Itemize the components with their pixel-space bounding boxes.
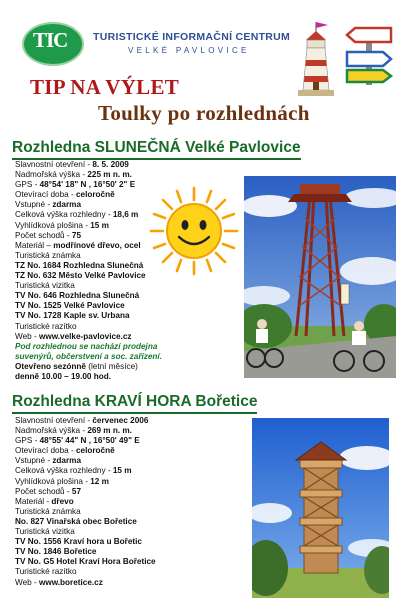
info-line [15, 170, 162, 180]
tip-title: TIP NA VÝLET [30, 75, 180, 99]
info-value: celoročně [75, 190, 115, 200]
tic-subtitle: VELKÉ PAVLOVICE [128, 46, 250, 55]
tower-slunecna-photo [244, 176, 396, 378]
info-line [15, 301, 162, 311]
info-label: Materiál - [15, 496, 52, 506]
season-line [15, 362, 162, 372]
info-label: Slavnostní otevření - [15, 160, 93, 169]
info-label: Počet schodů - [15, 230, 72, 240]
section2-heading: Rozhledna KRAVÍ HORA Bořetice [12, 393, 257, 414]
info-label: Web - [15, 331, 39, 341]
info-value: No. 827 Vinařská obec Bořetice [15, 516, 137, 526]
info-label: Turistické razítko [15, 567, 77, 577]
info-label: Otevírací doba - [15, 446, 76, 456]
info-label: Vyhlídková plošina - [15, 476, 91, 486]
info-value: 48°55' 44" N , 16°50' 49" E [39, 436, 140, 446]
trip-title: Toulky po rozhlednách [98, 101, 310, 125]
info-line [15, 311, 162, 321]
info-line [15, 578, 156, 588]
info-label: Nadmořská výška - [15, 426, 88, 436]
info-line [15, 537, 156, 547]
info-value: červenec 2006 [92, 416, 149, 425]
lighthouse-icon [294, 20, 338, 100]
info-line [15, 507, 156, 517]
info-value: 48°54' 18" N , 16°50' 2" E [39, 180, 136, 190]
info-line [15, 251, 162, 261]
info-value: dřevo [51, 496, 74, 506]
info-line [15, 436, 156, 446]
info-line [15, 527, 156, 537]
info-label: Celková výška rozhledny - [15, 466, 113, 476]
info-line [15, 180, 162, 190]
smiling-sun-icon [148, 185, 240, 277]
info-value: TV No. 646 Rozhledna Slunečná [15, 291, 140, 301]
info-value: TV No. 1556 Kraví hora u Bořetic [15, 537, 142, 547]
info-line [15, 557, 156, 567]
info-value: 269 m n. m. [87, 426, 132, 436]
info-value: TV No. 1846 Bořetice [15, 547, 97, 557]
section2-info [15, 416, 156, 588]
info-label: Materiál – [15, 240, 54, 250]
info-line [15, 416, 156, 426]
info-line [15, 497, 156, 507]
section1-info [15, 160, 162, 382]
season-rest: (letní měsíce) [85, 361, 138, 371]
info-value: 15 m [90, 220, 109, 230]
info-line [15, 221, 162, 231]
info-line [15, 281, 162, 291]
info-value: TV No. G5 Hotel Kraví Hora Bořetice [15, 557, 156, 567]
info-value: 18,6 m [112, 210, 139, 220]
info-line [15, 332, 162, 342]
logo-text: TIC [33, 28, 68, 52]
info-line [15, 190, 162, 200]
info-value: 8. 5. 2009 [92, 160, 129, 169]
info-label: Počet schodů - [15, 486, 72, 496]
info-value: 225 m n. m. [87, 170, 132, 180]
tower-kravi-hora-photo [252, 418, 389, 598]
info-label: Turistická známka [15, 250, 81, 260]
info-label: Celková výška rozhledny - [15, 210, 113, 220]
info-value[interactable]: www.velke-pavlovice.cz [38, 331, 132, 341]
info-line [15, 517, 156, 527]
info-line [15, 487, 156, 497]
info-line [15, 426, 156, 436]
info-value: zdarma [52, 456, 81, 466]
info-label: GPS - [15, 436, 40, 446]
info-value: 15 m [112, 466, 132, 476]
info-line [15, 231, 162, 241]
signpost-arrows-icon [343, 25, 395, 85]
opening-hours: denně 10.00 – 19.00 hod. [15, 371, 112, 381]
section1-heading: Rozhledna SLUNEČNÁ Velké Pavlovice [12, 139, 301, 160]
info-value: TV No. 1525 Velké Pavlovice [15, 301, 125, 311]
info-value[interactable]: www.boretice.cz [38, 577, 103, 587]
info-label: Web - [15, 577, 39, 587]
info-line [15, 210, 162, 220]
season-label: Otevřeno sezónně [15, 361, 86, 371]
info-value: TV No. 1728 Kaple sv. Urbana [15, 311, 130, 321]
info-label: Turistická známka [15, 506, 81, 516]
info-label: Vstupné - [15, 200, 53, 210]
info-label: Turistická vizitka [15, 281, 75, 291]
info-label: GPS - [15, 180, 40, 190]
info-value: 12 m [90, 476, 109, 486]
info-line [15, 271, 162, 281]
info-line [15, 200, 162, 210]
info-line [15, 446, 156, 456]
info-value: TZ No. 1684 Rozhledna Slunečná [15, 260, 144, 270]
info-label: Otevírací doba - [15, 190, 76, 200]
info-label: Vyhlídková plošina - [15, 220, 91, 230]
info-line [15, 261, 162, 271]
info-label: Turistická vizitka [15, 527, 75, 537]
info-line [15, 567, 156, 577]
info-value: 75 [71, 230, 81, 240]
info-value: celoročně [75, 446, 115, 456]
info-value: modřínové dřevo, ocel [53, 240, 141, 250]
info-line [15, 241, 162, 251]
info-value: zdarma [52, 200, 81, 210]
info-line [15, 547, 156, 557]
info-label: Nadmořská výška - [15, 170, 88, 180]
info-line [15, 477, 156, 487]
tic-title: TURISTICKÉ INFORMAČNÍ CENTRUM [93, 31, 291, 43]
info-label: Slavnostní otevření - [15, 416, 93, 425]
info-label: Turistické razítko [15, 321, 77, 331]
info-line [15, 160, 162, 170]
info-line [15, 456, 156, 466]
shop-note-line: Pod rozhlednou se nachází prodejna [15, 341, 158, 351]
info-line [15, 466, 156, 476]
info-line [15, 291, 162, 301]
info-value: TZ No. 632 Město Velké Pavlovice [15, 271, 146, 281]
info-label: Vstupné - [15, 456, 53, 466]
shop-note-line: suvenýrů, občerstvení a soc. zařízení. [15, 351, 162, 361]
info-line [15, 322, 162, 332]
info-value: 57 [71, 486, 81, 496]
